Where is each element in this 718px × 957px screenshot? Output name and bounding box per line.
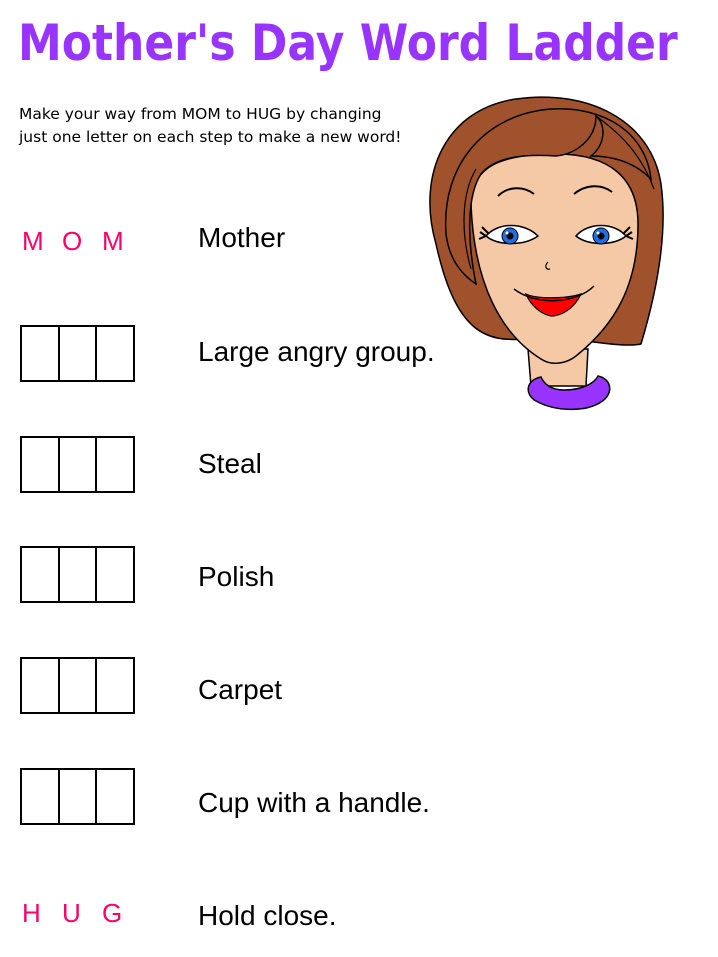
letter-box[interactable]	[60, 327, 98, 380]
start-letter-3: M	[102, 226, 124, 256]
clue-step-4: Carpet	[198, 674, 283, 705]
mom-face-illustration	[416, 94, 666, 414]
clue-step-5: Cup with a handle.	[198, 787, 430, 818]
start-letter-1: M	[22, 226, 44, 256]
letter-box[interactable]	[97, 659, 133, 712]
letter-box[interactable]	[60, 548, 98, 601]
letter-box[interactable]	[97, 770, 133, 823]
page-title: Mother's Day Word Ladder	[18, 14, 678, 72]
end-letter-2: U	[62, 898, 81, 928]
letter-box[interactable]	[97, 548, 133, 601]
answer-boxes-step-1[interactable]	[20, 325, 135, 382]
letter-box[interactable]	[22, 548, 60, 601]
start-word-letters	[22, 226, 142, 257]
clue-step-2: Steal	[198, 448, 262, 479]
letter-box[interactable]	[22, 770, 60, 823]
answer-boxes-step-3[interactable]	[20, 546, 135, 603]
letter-box[interactable]	[22, 438, 60, 491]
letter-box[interactable]	[60, 659, 98, 712]
clue-step-3: Polish	[198, 561, 275, 592]
clue-step-1: Large angry group.	[198, 336, 435, 367]
letter-box[interactable]	[22, 327, 60, 380]
end-word-letters	[22, 898, 142, 929]
letter-box[interactable]	[60, 770, 98, 823]
clue-start: Mother	[198, 222, 286, 253]
answer-boxes-step-2[interactable]	[20, 436, 135, 493]
letter-box[interactable]	[97, 327, 133, 380]
answer-boxes-step-4[interactable]	[20, 657, 135, 714]
instructions-text: Make your way from MOM to HUG by changing just one letter on each step to make a new word!	[19, 105, 402, 146]
end-letter-3: G	[102, 898, 123, 928]
start-letter-2: O	[62, 226, 83, 256]
end-letter-1: H	[22, 898, 41, 928]
letter-box[interactable]	[60, 438, 98, 491]
clue-end: Hold close.	[198, 900, 337, 931]
letter-box[interactable]	[22, 659, 60, 712]
answer-boxes-step-5[interactable]	[20, 768, 135, 825]
letter-box[interactable]	[97, 438, 133, 491]
